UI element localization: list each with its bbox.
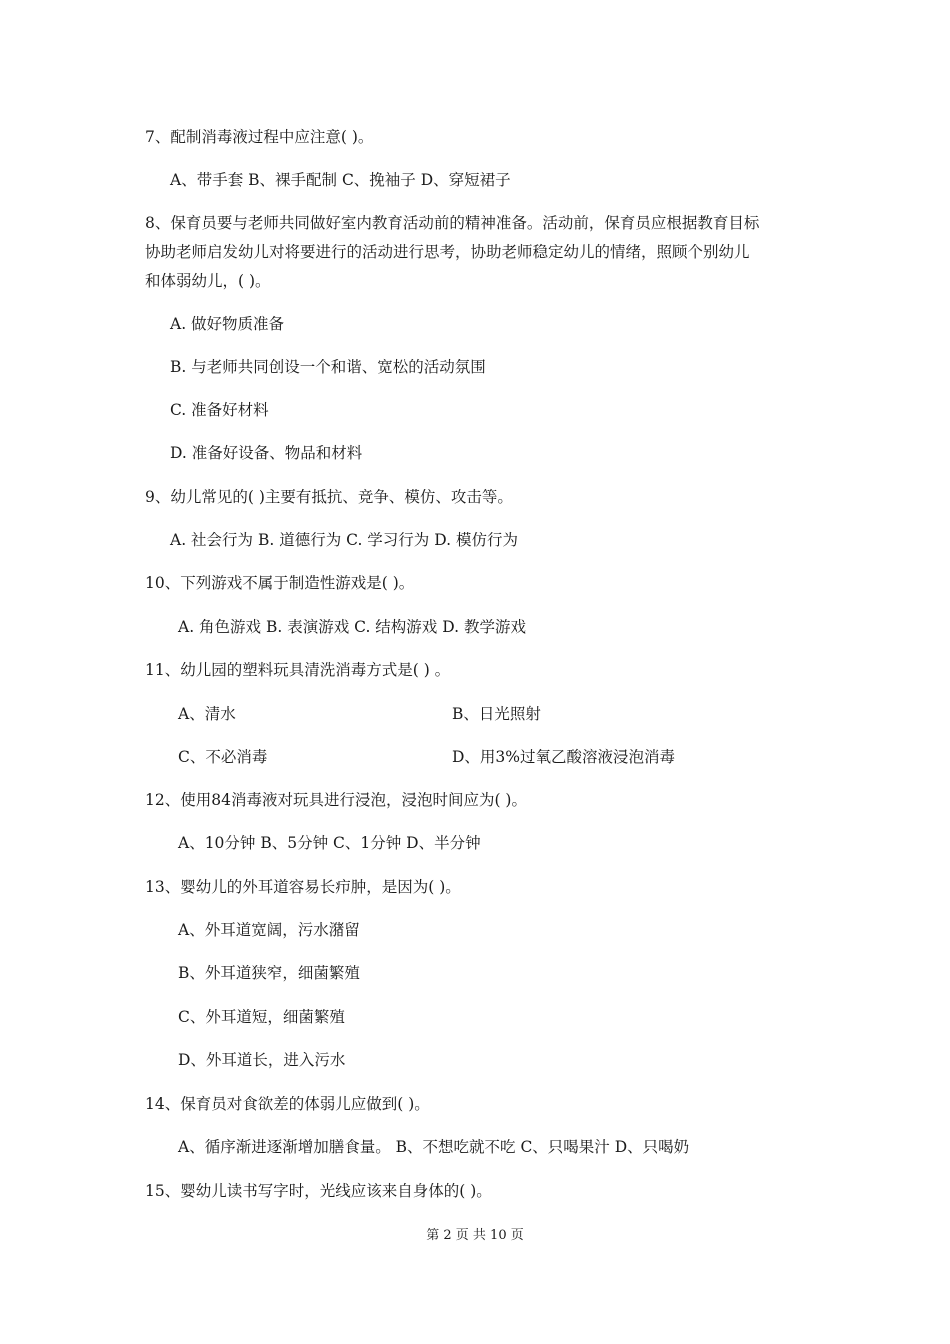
question-8-stem-line-1: 8、保育员要与老师共同做好室内教育活动前的精神准备。活动前，保育员应根据教育目标 [145, 214, 760, 232]
question-13-option-d: D、外耳道长，进入污水 [178, 1051, 346, 1069]
question-11-stem: 11、幼儿园的塑料玩具清洗消毒方式是( ) 。 [145, 661, 451, 679]
question-11-option-c: C、不必消毒 [178, 748, 268, 766]
question-8-option-b: B. 与老师共同创设一个和谐、宽松的活动氛围 [170, 358, 486, 376]
question-12-options: A、10分钟 B、5分钟 C、1分钟 D、半分钟 [178, 834, 481, 852]
question-9-options: A. 社会行为 B. 道德行为 C. 学习行为 D. 模仿行为 [170, 531, 518, 549]
question-15-stem: 15、婴幼儿读书写字时，光线应该来自身体的( )。 [145, 1182, 492, 1200]
question-13-option-a: A、外耳道宽阔，污水潴留 [178, 921, 360, 939]
question-14-options: A、循序渐进逐渐增加膳食量。 B、不想吃就不吃 C、只喝果汁 D、只喝奶 [178, 1138, 690, 1156]
question-13-stem: 13、婴幼儿的外耳道容易长疖肿，是因为( )。 [145, 878, 461, 896]
question-11-option-b: B、日光照射 [452, 705, 541, 723]
question-11-option-d: D、用3%过氧乙酸溶液浸泡消毒 [452, 748, 676, 766]
question-11-option-a: A、清水 [178, 705, 236, 723]
question-12-stem: 12、使用84消毒液对玩具进行浸泡，浸泡时间应为( )。 [145, 791, 527, 809]
question-10-options: A. 角色游戏 B. 表演游戏 C. 结构游戏 D. 教学游戏 [178, 618, 526, 636]
page-number-footer: 第 2 页 共 10 页 [426, 1228, 524, 1243]
question-7-stem: 7、配制消毒液过程中应注意( )。 [145, 128, 374, 146]
question-13-option-c: C、外耳道短，细菌繁殖 [178, 1008, 345, 1026]
question-8-option-c: C. 准备好材料 [170, 401, 269, 419]
question-9-stem: 9、幼儿常见的( )主要有抵抗、竞争、模仿、攻击等。 [145, 488, 513, 506]
question-8-stem-line-2: 协助老师启发幼儿对将要进行的活动进行思考，协助老师稳定幼儿的情绪，照顾个别幼儿 [145, 243, 750, 261]
question-8-stem-line-3: 和体弱幼儿，( )。 [145, 272, 271, 290]
question-10-stem: 10、下列游戏不属于制造性游戏是( )。 [145, 574, 415, 592]
question-13-option-b: B、外耳道狭窄，细菌繁殖 [178, 964, 360, 982]
question-8-option-d: D. 准备好设备、物品和材料 [170, 444, 363, 462]
question-8-option-a: A. 做好物质准备 [170, 315, 285, 333]
question-7-options: A、带手套 B、裸手配制 C、挽袖子 D、穿短裙子 [170, 171, 511, 189]
question-14-stem: 14、保育员对食欲差的体弱儿应做到( )。 [145, 1095, 430, 1113]
